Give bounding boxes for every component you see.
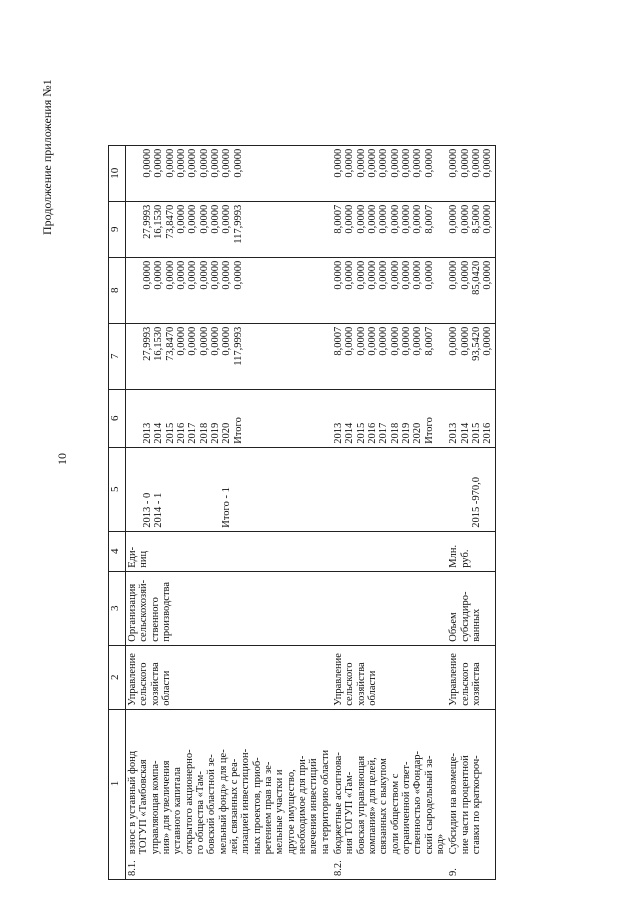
executor: Управление сельского хозяйства [447, 645, 495, 709]
local-funding: 0,0000 0,0000 0,0000 0,0000 [447, 145, 495, 201]
header-col-6: 6 [109, 389, 126, 447]
total-funding: 27,9993 16,1530 73,8470 0,0000 0,0000 0,0000 0,0000 0,0000 117,9993 [126, 323, 332, 389]
executor: Управление сельского хозяйства области [126, 645, 332, 709]
measure-name: бюджетные ассигнова- ния ТОГУП «Там- бовская управляющая компания» для целей, связанных с выкупом доли обществом с ограниченной ответ- ственностью «Фондар- ский сыродельный за- вод» [332, 709, 447, 857]
table-row [332, 145, 447, 879]
local-funding: 0,0000 0,0000 0,0000 0,0000 0,0000 0,0000 0,0000 0,0000 0,0000 [332, 145, 447, 201]
row-number: 8.2. [332, 857, 447, 879]
federal-funding: 0,0000 0,0000 0,0000 0,0000 0,0000 0,0000 0,0000 0,0000 0,0000 [332, 257, 447, 323]
regional-funding: 8,0007 0,0000 0,0000 0,0000 0,0000 0,0000 0,0000 0,0000 8,0007 [332, 201, 447, 257]
table-row [447, 145, 495, 879]
header-col-8: 8 [109, 257, 126, 323]
indicator: Организация сельскохозяй- ственного производства [126, 571, 332, 645]
years: 2013 2014 2015 2016 2017 2018 2019 2020 Итого [332, 389, 447, 447]
row-number: 9. [447, 857, 495, 879]
unit [332, 531, 447, 571]
indicator [332, 571, 447, 645]
header-col-10: 10 [109, 145, 126, 201]
unit: Млн. руб. [447, 531, 495, 571]
unit: Еди- ниц [126, 531, 332, 571]
appendix-table [108, 145, 496, 880]
header-col-9: 9 [109, 201, 126, 257]
target-value: 2013 - 0 2014 - 1 Итого - 1 [126, 447, 332, 531]
header-col-5: 5 [109, 447, 126, 531]
header-col-3: 3 [109, 571, 126, 645]
years: 2013 2014 2015 2016 [447, 389, 495, 447]
federal-funding: 0,0000 0,0000 85,0420 0,0000 [447, 257, 495, 323]
continuation-caption: Продолжение приложения №1 [40, 79, 54, 235]
table-row [126, 145, 332, 879]
total-funding: 8,0007 0,0000 0,0000 0,0000 0,0000 0,0000 0,0000 0,0000 8,0007 [332, 323, 447, 389]
header-col-2: 2 [109, 645, 126, 709]
federal-funding: 0,0000 0,0000 0,0000 0,0000 0,0000 0,0000 0,0000 0,0000 0,0000 [126, 257, 332, 323]
measure-name: Субсидии на возмеще- ние части процентной ставки по краткосроч- [447, 709, 495, 857]
header-row [109, 145, 126, 879]
regional-funding: 27,9993 16,1530 73,8470 0,0000 0,0000 0,0000 0,0000 0,0000 117,9993 [126, 201, 332, 257]
header-col-4: 4 [109, 531, 126, 571]
target-value: 2015 -970,0 [447, 447, 495, 531]
regional-funding: 0,0000 0,0000 8,5000 0,0000 [447, 201, 495, 257]
target-value [332, 447, 447, 531]
page-number: 10 [55, 453, 69, 465]
total-funding: 0,0000 0,0000 93,5420 0,0000 [447, 323, 495, 389]
header-col-7: 7 [109, 323, 126, 389]
executor: Управление сельского хозяйства области [332, 645, 447, 709]
measure-name: взнос в уставный фонд ТОГУП «Тамбовская управляющая компа- ния» для увеличения уставного капитала открытого акционерно- го общества «Там- бовский областной зе- мельный фонд» для це- лей, связанных с реа- лизацией инвестицион- ных проектов, приоб- ретением прав на зе- мельные участки и другое имущество, необходимое для при- влечения инвестиций на территорию области [126, 709, 332, 857]
header-blank [109, 857, 126, 879]
header-col-1: 1 [109, 709, 126, 857]
local-funding: 0,0000 0,0000 0,0000 0,0000 0,0000 0,0000 0,0000 0,0000 0,0000 [126, 145, 332, 201]
row-number: 8.1. [126, 857, 332, 879]
years: 2013 2014 2015 2016 2017 2018 2019 2020 Итого [126, 389, 332, 447]
indicator: Объем субсидиро- ванных [447, 571, 495, 645]
